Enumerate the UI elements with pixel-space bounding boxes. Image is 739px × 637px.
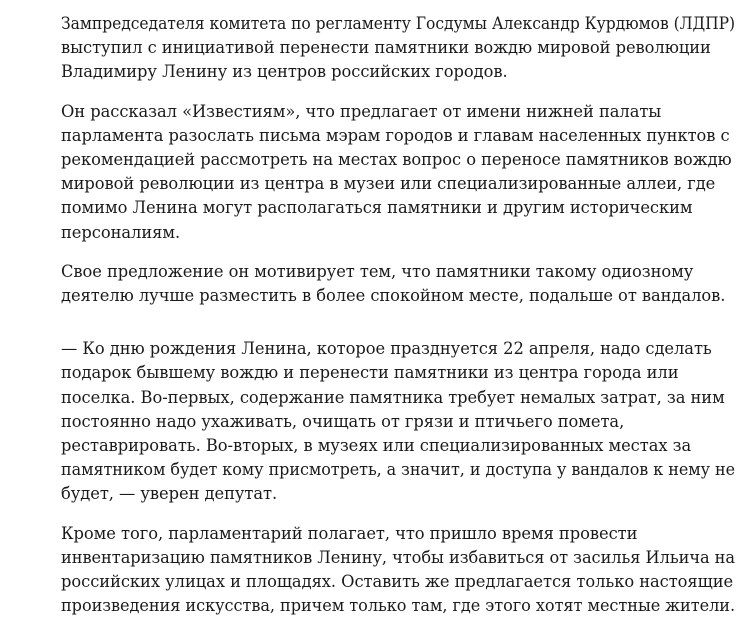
text-line: подарок бывшему вождю и перенести памятники из центра города или [61,363,679,383]
text-line: российских улицах и площадях. Оставить же предлагается только настоящие [61,572,734,592]
text-line: постоянно надо ухаживать, очищать от грязи и птичьего помета, [61,411,625,431]
paragraph-motivation [61,260,733,308]
text-line: — Ко дню рождения Ленина, которое празднуется 22 апреля, надо сделать [61,339,712,359]
paragraph-intro [61,12,736,85]
paragraph-inventory [61,522,736,619]
text-line: парламента разослать письма мэрам городов и главам населенных пунктов с [61,125,730,145]
text-line: будет, — уверен депутат. [61,484,278,504]
text-line: реставрировать. Во-вторых, в музеях или специализированных местах за [61,436,692,456]
text-line: Кроме того, парламентарий полагает, что пришло время провести [61,523,638,543]
text-line: памятником будет кому присмотреть, а значит, и доступа у вандалов к нему не [61,460,736,480]
text-line: рекомендацией рассмотреть на местах вопрос о переносе памятников вождю [61,150,732,170]
text-line: персоналиям. [61,222,181,242]
text-line: Владимиру Ленину из центров российских городов. [61,62,508,82]
text-line: деятелю лучше разместить в более спокойном месте, подальше от вандалов. [61,286,726,306]
text-line: Свое предложение он мотивирует тем, что памятники такому одиозному [61,261,694,281]
text-line: выступил с инициативой перенести памятники вождю мировой революции [61,38,711,58]
paragraph-quote [61,337,736,506]
text-line: инвентаризацию памятников Ленину, чтобы избавиться от засилья Ильича на [61,547,736,567]
paragraph-izvestia [61,100,733,245]
article-body [61,12,736,633]
text-line: Зампредседателя комитета по регламенту Госдумы Александр Курдюмов (ЛДПР) [61,14,736,33]
text-line: мировой революции из центра в музеи или специализированные аллеи, где [61,174,716,194]
text-line: Он рассказал «Известиям», что предлагает от имени нижней палаты [61,101,662,121]
text-line: произведения искусства, причем только там, где этого хотят местные жители. [61,596,736,616]
text-line: поселка. Во-первых, содержание памятника требует немалых затрат, за ним [61,387,725,407]
text-line: помимо Ленина могут располагаться памятники и другим историческим [61,198,693,218]
